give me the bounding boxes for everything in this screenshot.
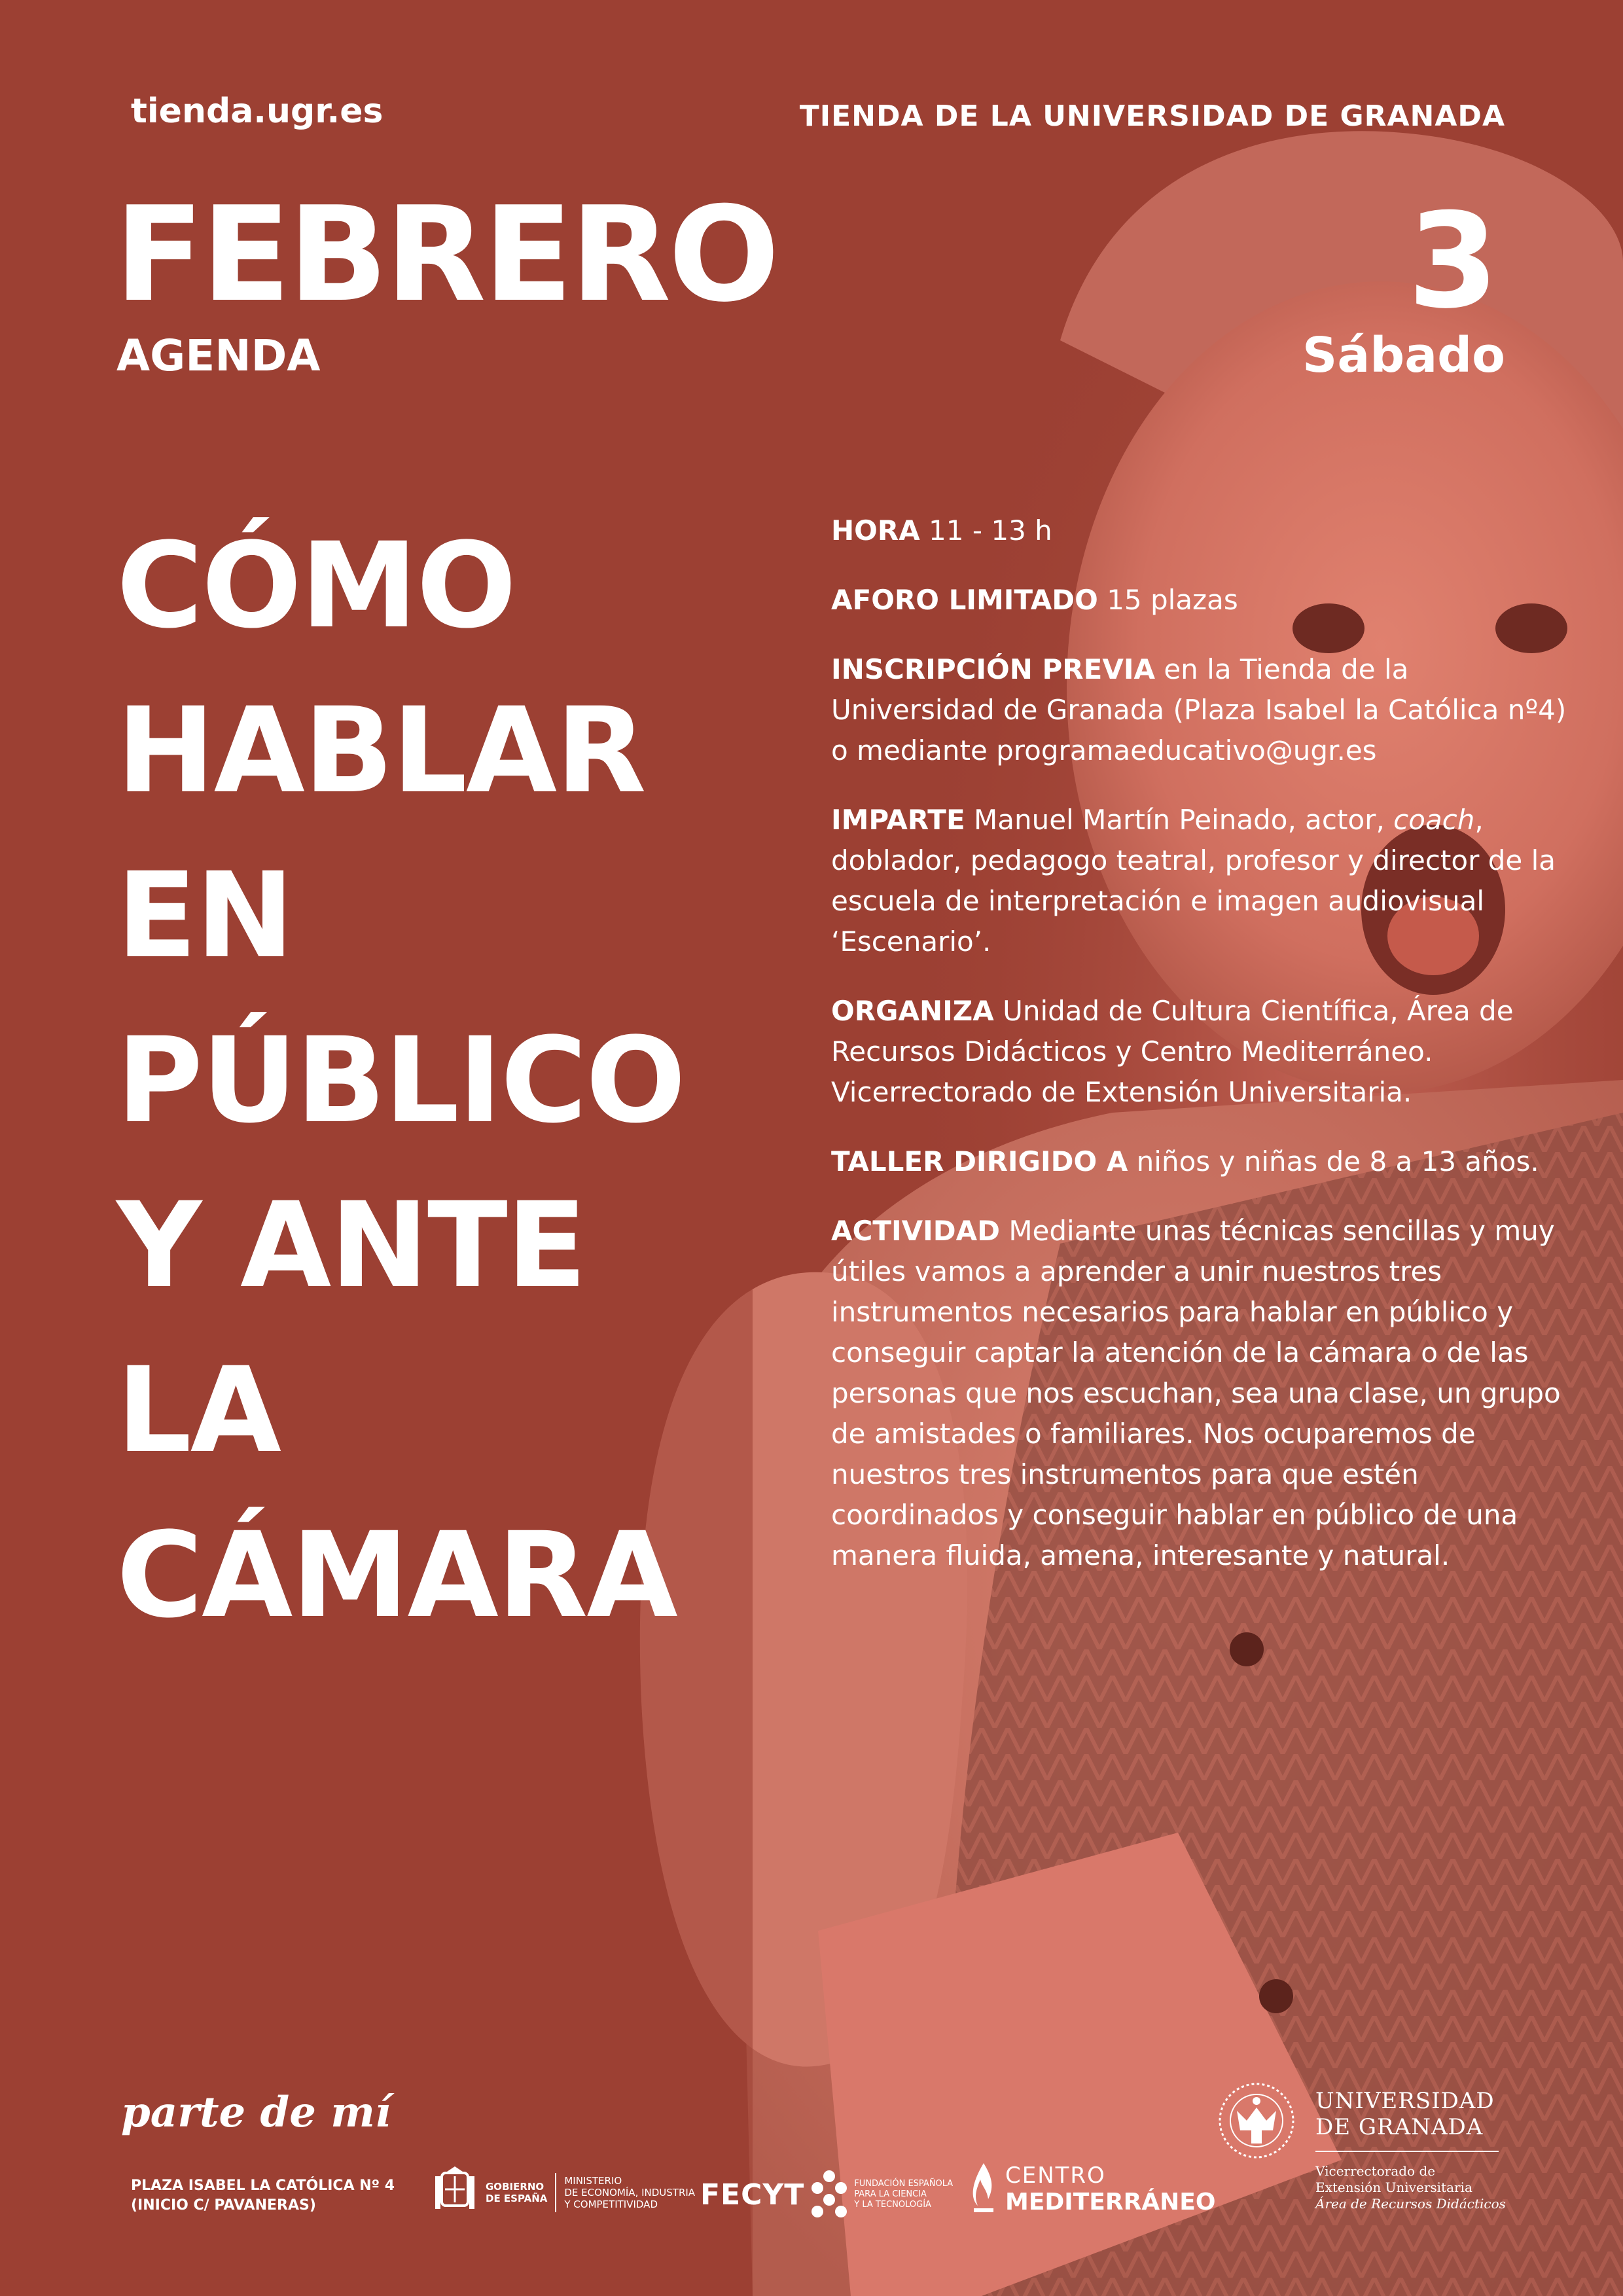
title-line: Y ANTE: [116, 1177, 586, 1314]
info-key: INSCRIPCIÓN PREVIA: [831, 653, 1155, 685]
title-line: CÓMO: [116, 518, 516, 655]
gobierno-line: DE ESPAÑA: [486, 2193, 548, 2204]
info-aforo: [831, 580, 1571, 620]
address-line: PLAZA ISABEL LA CATÓLICA Nº 4: [131, 2178, 395, 2194]
info-key: ACTIVIDAD: [831, 1215, 1000, 1247]
info-key: AFORO LIMITADO: [831, 584, 1098, 616]
info-value: Mediante unas técnicas sencillas y muy útiles vamos a aprender a unir nuestros tres instrumentos necesarios para hablar en público y conseguir captar la atención de la cámara o de las personas que nos escuchan, sea una clase, un grupo de amistades o familiares. Nos ocuparemos de nuestros tres instrumentos para que estén coordinados y conseguir hablar en público de una manera fluida, amena, interesante y natural.: [831, 1215, 1561, 1571]
centro-text: [1005, 2162, 1215, 2216]
fundacion-line: FUNDACIÓN ESPAÑOLA: [854, 2179, 954, 2189]
title-line: CÁMARA: [116, 1507, 677, 1644]
title-line: HABLAR: [116, 683, 645, 819]
gobierno-line: GOBIERNO: [486, 2181, 544, 2193]
ugr-sub-line: Vicerrectorado de: [1315, 2163, 1436, 2179]
info-value: 15 plazas: [1097, 584, 1238, 616]
ugr-name-line: UNIVERSIDAD: [1315, 2088, 1495, 2114]
info-value: , doblador, pedagogo teatral, profesor y director de la escuela de interpretación e imagen audiovisual ‘Escenario’.: [831, 804, 1556, 958]
info-value: Manuel Martín Peinado, actor,: [965, 804, 1394, 836]
day-number: 3: [1407, 185, 1499, 338]
fundacion-line: PARA LA CIENCIA: [854, 2189, 927, 2199]
info-value: niños y niñas de 8 a 13 años.: [1128, 1145, 1539, 1177]
logo-divider: [555, 2173, 556, 2212]
gobierno-text: [486, 2181, 547, 2204]
fundacion-text: [854, 2179, 953, 2210]
gobierno-logo: [432, 2166, 695, 2219]
title-line: EN: [116, 848, 293, 984]
fecyt-icon: [811, 2170, 847, 2219]
weekday-label: Sábado: [1302, 327, 1505, 384]
store-address: [131, 2176, 395, 2215]
info-inscripcion: [831, 649, 1571, 771]
ministerio-line: MINISTERIO: [564, 2175, 622, 2187]
event-info: [831, 511, 1571, 1605]
info-imparte: [831, 800, 1571, 962]
ministerio-line: Y COMPETITIVIDAD: [564, 2198, 658, 2210]
centro-line: MEDITERRÁNEO: [1005, 2189, 1216, 2215]
info-key: TALLER DIRIGIDO A: [831, 1145, 1128, 1177]
ugr-sub-line: Extensión Universitaria: [1315, 2179, 1472, 2195]
title-line: PÚBLICO: [116, 1013, 685, 1149]
title-line: LA: [116, 1342, 281, 1479]
fecyt-logo: [700, 2170, 953, 2219]
info-taller: [831, 1141, 1571, 1182]
event-title: [116, 504, 836, 1659]
parte-de-mi-logo: parte de mí: [121, 2088, 391, 2137]
info-value: Unidad de Cultura Científica, Área de Recursos Didácticos y Centro Mediterráneo. Vicerrectorado de Extensión Universitaria.: [831, 995, 1514, 1108]
ugr-seal-icon: [1217, 2081, 1296, 2160]
info-key: IMPARTE: [831, 804, 965, 836]
address-line: (INICIO C/ PAVANERAS): [131, 2197, 316, 2214]
fundacion-line: Y LA TECNOLOGÍA: [854, 2200, 931, 2210]
centro-line: CENTRO: [1005, 2162, 1106, 2189]
ugr-divider: [1315, 2151, 1499, 2152]
info-value: en la Tienda de la Universidad de Granada (Plaza Isabel la Católica nº4) o mediante programaeducativo@ugr.es: [831, 653, 1567, 766]
info-actividad: [831, 1211, 1571, 1576]
info-value-coach: coach: [1393, 804, 1475, 836]
fecyt-wordmark: FECYT: [700, 2178, 805, 2212]
centro-mediterraneo-logo: [969, 2160, 1215, 2219]
coat-of-arms-icon: [432, 2166, 478, 2219]
flame-icon: [969, 2160, 999, 2219]
ministerio-text: [564, 2175, 695, 2210]
month-heading: FEBRERO: [115, 179, 777, 331]
store-name: TIENDA DE LA UNIVERSIDAD DE GRANADA: [799, 99, 1505, 133]
ugr-name-line: DE GRANADA: [1315, 2114, 1484, 2140]
store-url[interactable]: tienda.ugr.es: [131, 92, 383, 131]
ugr-subtitle: [1315, 2163, 1506, 2212]
info-value: 11 - 13 h: [919, 514, 1052, 547]
ugr-sub-line: Área de Recursos Didácticos: [1315, 2196, 1506, 2212]
info-key: HORA: [831, 514, 920, 547]
info-key: ORGANIZA: [831, 995, 994, 1027]
agenda-label: AGENDA: [116, 331, 321, 381]
info-organiza: [831, 991, 1571, 1113]
info-hora: [831, 511, 1571, 551]
ugr-name: [1315, 2088, 1495, 2140]
ministerio-line: DE ECONOMÍA, INDUSTRIA: [564, 2187, 696, 2198]
